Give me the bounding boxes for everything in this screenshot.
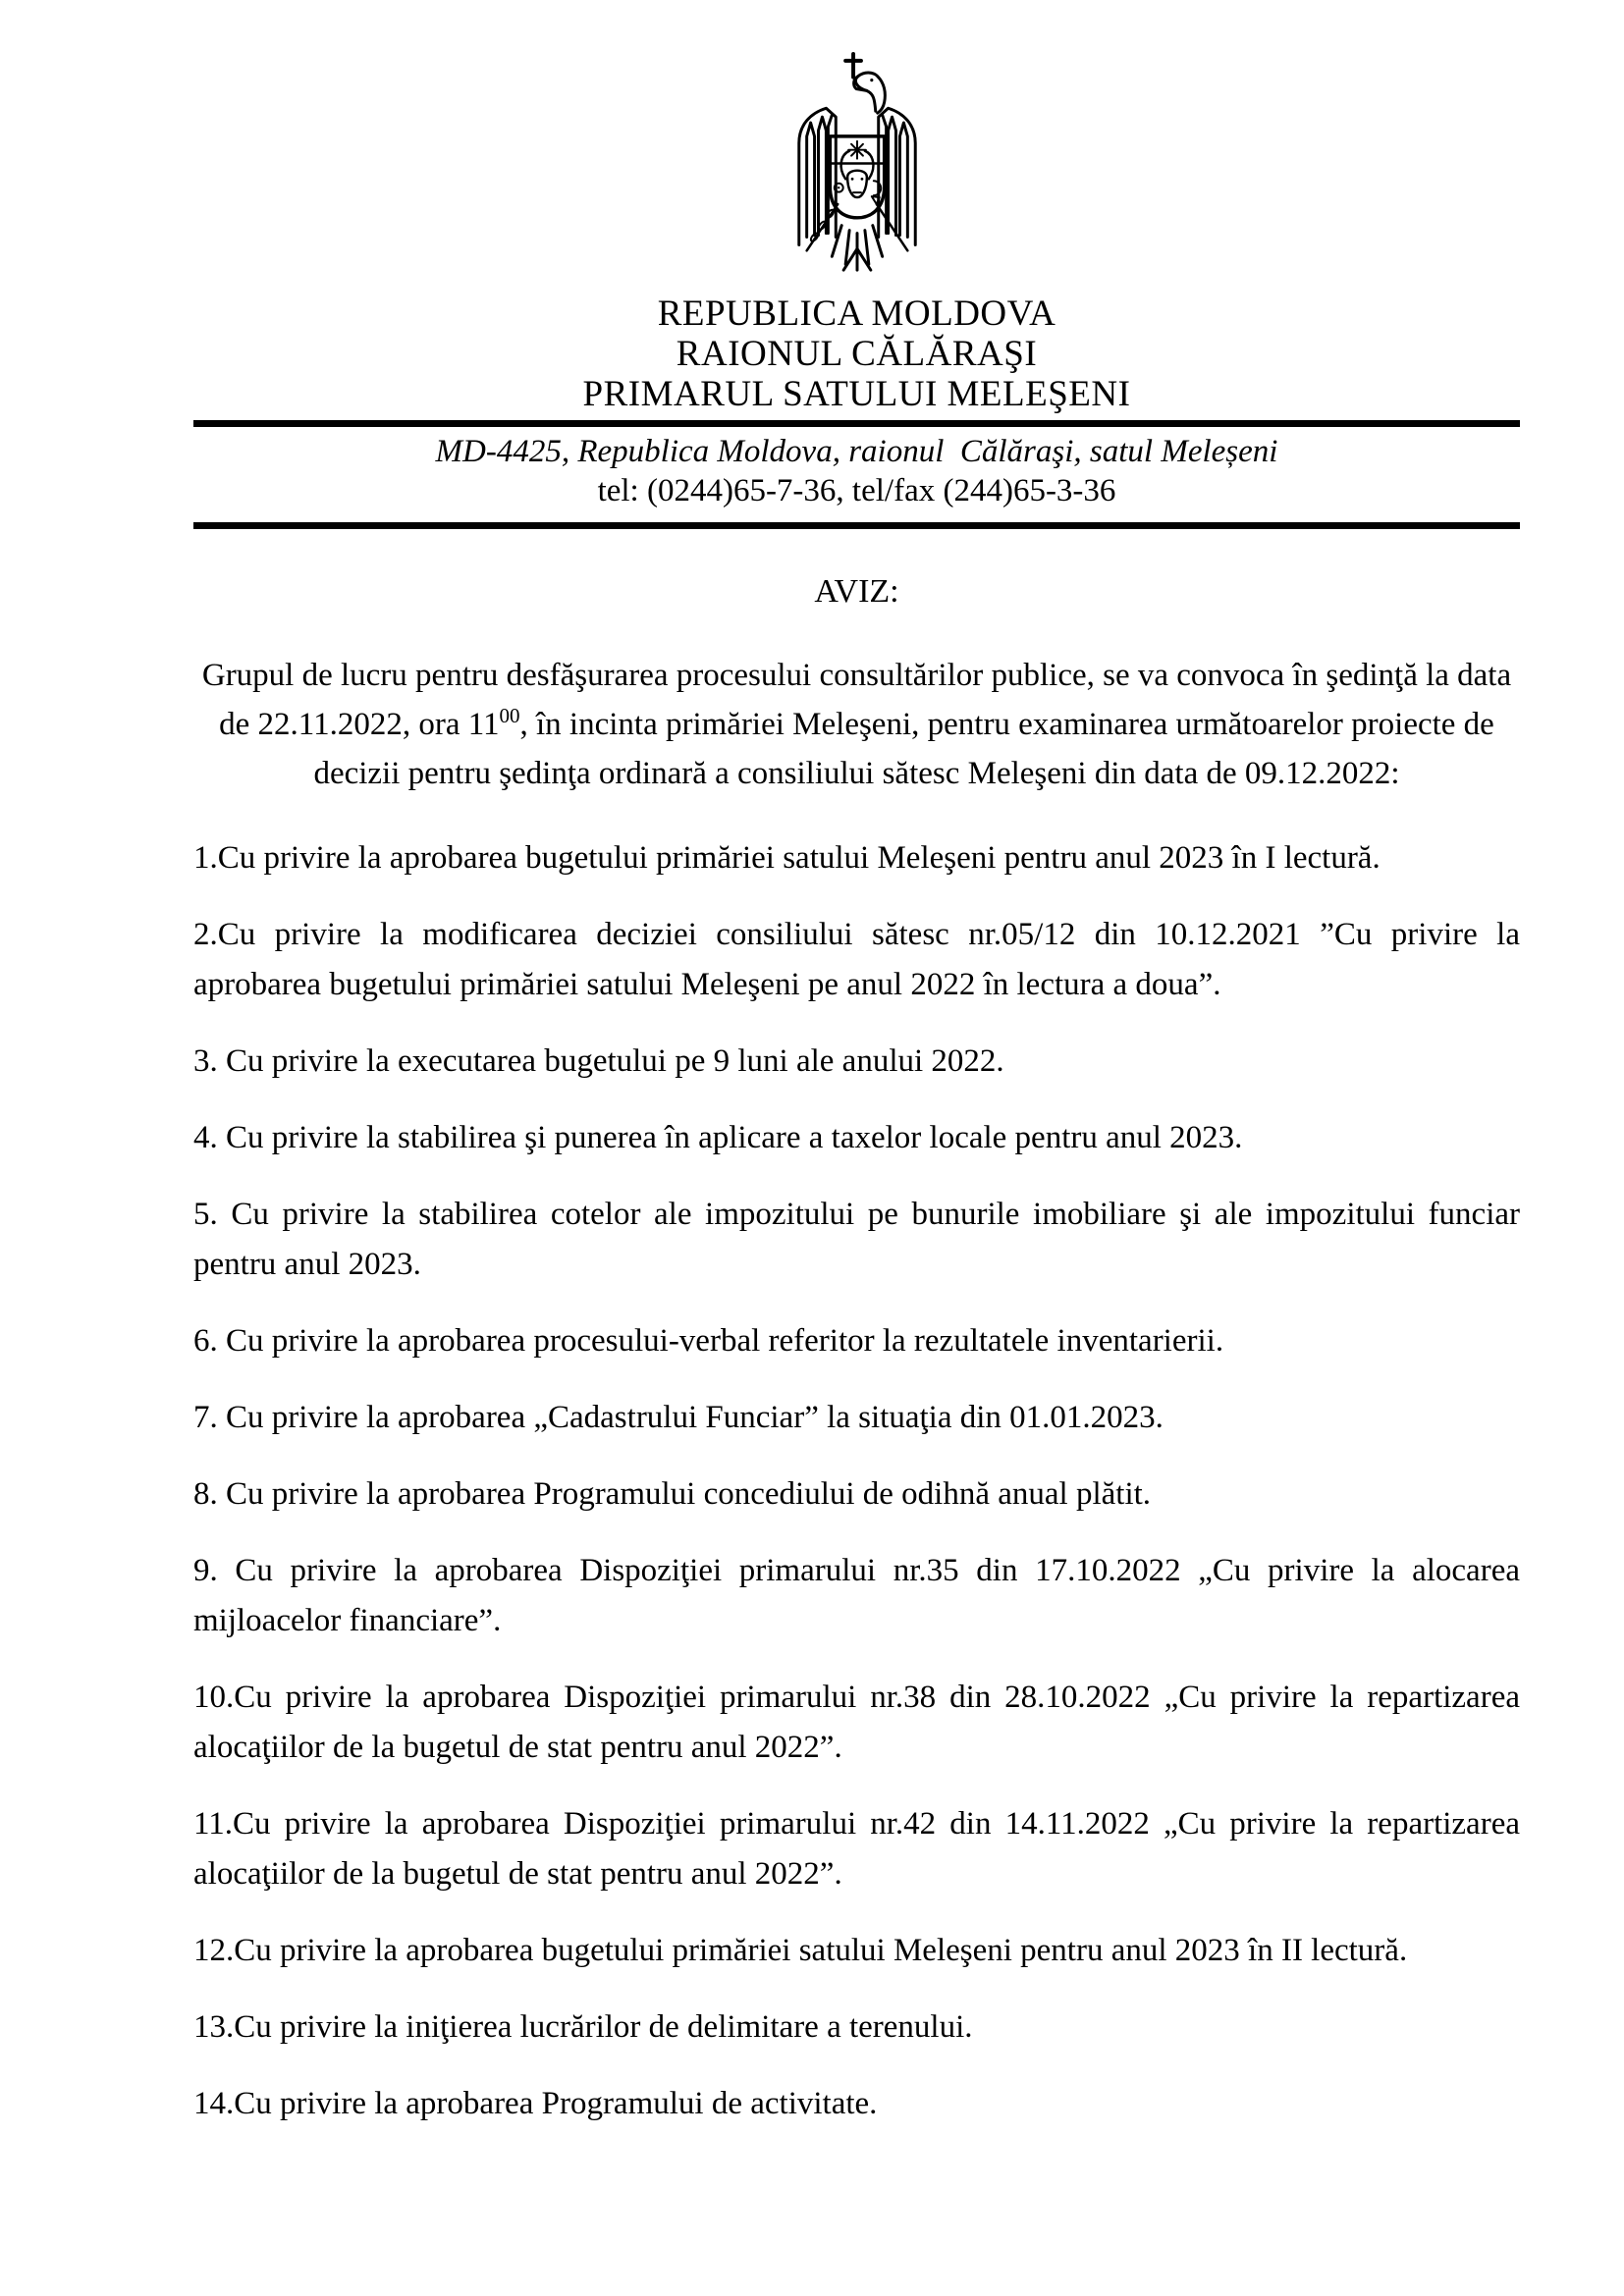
notice-intro <box>193 651 1520 798</box>
agenda-item-2: 2.Cu privire la modificarea deciziei consiliului sătesc nr.05/12 din 10.12.2021 ”Cu privire la aprobarea bugetului primăriei satului Meleşeni pe anul 2022 în lectura a doua”. <box>193 917 1520 1002</box>
intro-text-after: , în incinta primăriei Meleşeni, pentru examinarea următoarelor proiecte de decizii pentru şedinţa ordinară a consiliului sătesc Meleşeni din data de 09.12.2022: <box>313 707 1494 791</box>
intro-superscript: 00 <box>499 704 520 727</box>
agenda-item-6: 6. Cu privire la aprobarea procesului-verbal referitor la rezultatele inventarierii. <box>193 1323 1224 1359</box>
agenda-item-3: 3. Cu privire la executarea bugetului pe 9 luni ale anului 2022. <box>193 1043 1004 1079</box>
agenda-item-7: 7. Cu privire la aprobarea „Cadastrului Funciar” la situaţia din 01.01.2023. <box>193 1400 1164 1435</box>
letterhead <box>193 294 1520 414</box>
divider-rule-bottom <box>193 522 1520 529</box>
intro-text-before: Grupul de lucru pentru desfăşurarea procesului consultărilor publice, se va convoca în şedinţă la data de 22.11.2022, ora 11 <box>201 658 1512 742</box>
agenda-item-1: 1.Cu privire la aprobarea bugetului primăriei satului Meleşeni pentru anul 2023 în I lectură. <box>193 840 1380 876</box>
divider-rule-top <box>193 420 1520 427</box>
agenda-list <box>193 833 1520 2129</box>
agenda-item-13: 13.Cu privire la iniţierea lucrărilor de delimitare a terenului. <box>193 2009 973 2045</box>
letterhead-district: RAIONUL CĂLĂRAŞI <box>676 334 1038 374</box>
agenda-item-4: 4. Cu privire la stabilirea şi punerea în aplicare a taxelor locale pentru anul 2023. <box>193 1120 1243 1155</box>
notice-heading: AVIZ: <box>814 573 899 610</box>
phone-line: tel: (0244)65-7-36, tel/fax (244)65-3-36 <box>597 473 1116 508</box>
contact-block <box>193 427 1520 518</box>
agenda-item-12: 12.Cu privire la aprobarea bugetului primăriei satului Meleşeni pentru anul 2023 în II lectură. <box>193 1933 1408 1968</box>
moldova-coat-of-arms-icon <box>780 51 935 279</box>
emblem-container <box>193 51 1520 284</box>
agenda-item-5: 5. Cu privire la stabilirea cotelor ale impozitului pe bunurile imobiliare şi ale impozitului funciar pentru anul 2023. <box>193 1197 1520 1282</box>
agenda-item-9: 9. Cu privire la aprobarea Dispoziţiei primarului nr.35 din 17.10.2022 „Cu privire la alocarea mijloacelor financiare”. <box>193 1553 1520 1638</box>
agenda-item-14: 14.Cu privire la aprobarea Programului de activitate. <box>193 2086 878 2121</box>
agenda-item-8: 8. Cu privire la aprobarea Programului concediului de odihnă anual plătit. <box>193 1476 1152 1512</box>
agenda-item-11: 11.Cu privire la aprobarea Dispoziţiei primarului nr.42 din 14.11.2022 „Cu privire la repartizarea alocaţiilor de la bugetul de stat pentru anul 2022”. <box>193 1806 1520 1892</box>
letterhead-office: PRIMARUL SATULUI MELEŞENI <box>582 374 1131 414</box>
address-line: MD-4425, Republica Moldova, raionul Călăraşi, satul Meleșeni <box>435 434 1278 469</box>
letterhead-country: REPUBLICA MOLDOVA <box>657 294 1056 334</box>
agenda-item-10: 10.Cu privire la aprobarea Dispoziţiei primarului nr.38 din 28.10.2022 „Cu privire la repartizarea alocaţiilor de la bugetul de stat pentru anul 2022”. <box>193 1680 1520 1765</box>
